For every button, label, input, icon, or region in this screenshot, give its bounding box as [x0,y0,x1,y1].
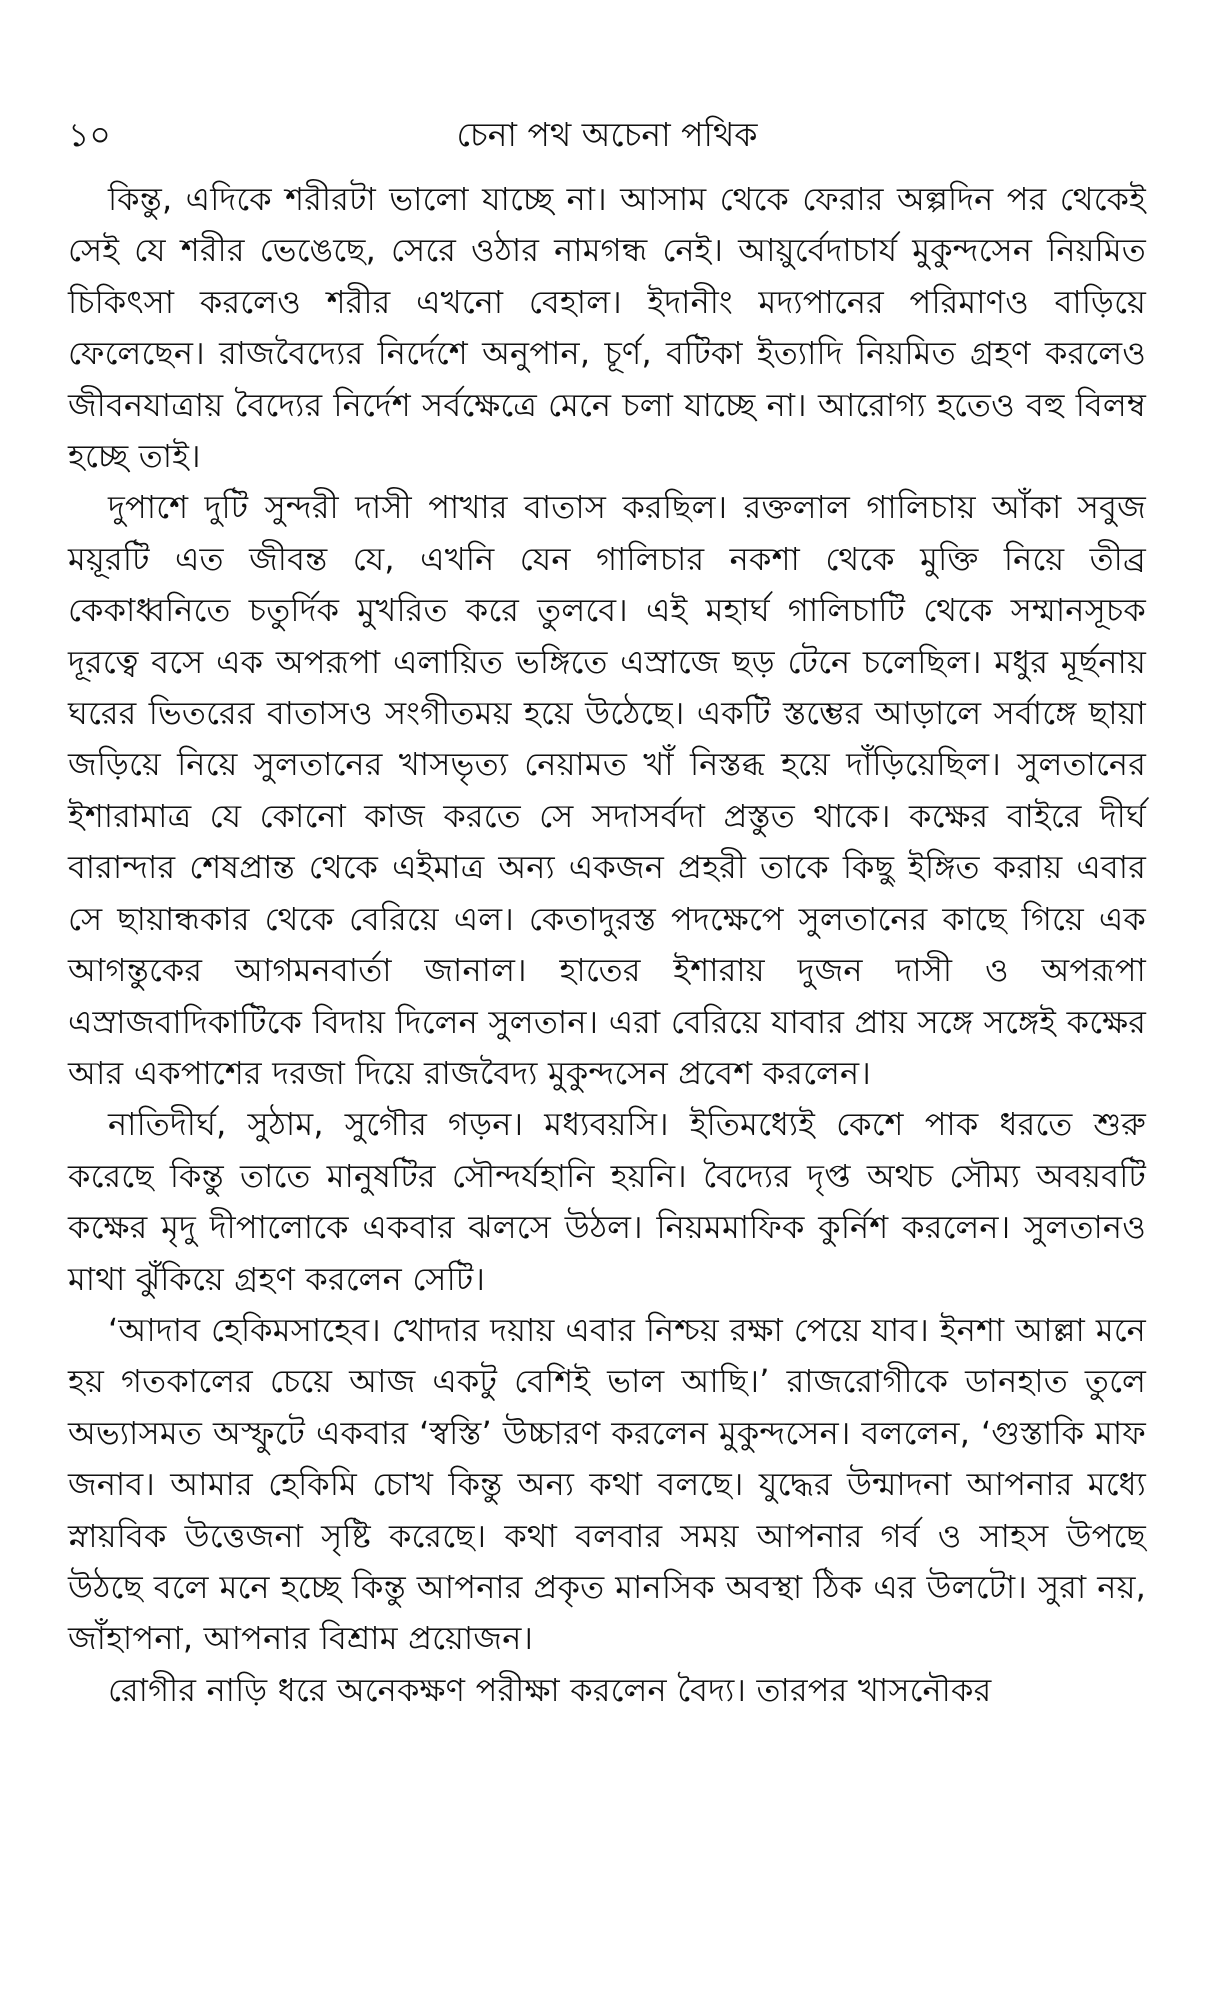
paragraph: নাতিদীর্ঘ, সুঠাম, সুগৌর গড়ন। মধ্যবয়সি। ইতিমধ্যেই কেশে পাক ধরতে শুরু করেছে কিন্তু তাতে মানুষটির সৌন্দর্যহানি হয়নি। বৈদ্যের দৃপ্ত অথচ সৌম্য অবয়বটি কক্ষের মৃদু দীপালোকে একবার ঝলসে উঠল। নিয়মমাফিক কুর্নিশ করলেন। সুলতানও মাথা ঝুঁকিয়ে গ্রহণ করলেন সেটি। [68,1105,1146,1298]
paragraph: দুপাশে দুটি সুন্দরী দাসী পাখার বাতাস করছিল। রক্তলাল গালিচায় আঁকা সবুজ ময়ূরটি এত জীবন্ত যে, এখনি যেন গালিচার নকশা থেকে মুক্তি নিয়ে তীব্র কেকাধ্বনিতে চতুর্দিক মুখরিত করে তুলবে। এই মহার্ঘ গালিচাটি থেকে সম্মানসূচক দূরত্বে বসে এক অপরূপা এলায়িত ভঙ্গিতে এস্রাজে ছড় টেনে চলেছিল। মধুর মূর্ছনায় ঘরের ভিতরের বাতাসও সংগীতময় হয়ে উঠেছে। একটি স্তম্ভের আড়ালে সর্বাঙ্গে ছায়া জড়িয়ে নিয়ে সুলতানের খাসভৃত্য নেয়ামত খাঁ নিস্তব্ধ হয়ে দাঁড়িয়েছিল। সুলতানের ইশারামাত্র যে কোনো কাজ করতে সে সদাসর্বদা প্রস্তুত থাকে। কক্ষের বাইরে দীর্ঘ বারান্দার শেষপ্রান্ত থেকে এইমাত্র অন্য একজন প্রহরী তাকে কিছু ইঙ্গিত করায় এবার সে ছায়ান্ধকার থেকে বেরিয়ে এল। কেতাদুরস্ত পদক্ষেপে সুলতানের কাছে গিয়ে এক আগন্তুকের আগমনবার্তা জানাল। হাতের ইশারায় দুজন দাসী ও অপরূপা এস্রাজবাদিকাটিকে বিদায় দিলেন সুলতান। এরা বেরিয়ে যাবার প্রায় সঙ্গে সঙ্গেই কক্ষের আর একপাশের দরজা দিয়ে রাজবৈদ্য মুকুন্দসেন প্রবেশ করলেন। [68,488,1146,1092]
paragraph: ‘আদাব হেকিমসাহেব। খোদার দয়ায় এবার নিশ্চয় রক্ষা পেয়ে যাব। ইনশা আল্লা মনে হয় গতকালের চেয়ে আজ একটু বেশিই ভাল আছি।’ রাজরোগীকে ডানহাত তুলে অভ্যাসমত অস্ফুটে একবার ‘স্বস্তি’ উচ্চারণ করলেন মুকুন্দসেন। বললেন, ‘গুস্তাকি মাফ জনাব। আমার হেকিমি চোখ কিন্তু অন্য কথা বলছে। যুদ্ধের উন্মাদনা আপনার মধ্যে স্নায়বিক উত্তেজনা সৃষ্টি করেছে। কথা বলবার সময় আপনার গর্ব ও সাহস উপছে উঠছে বলে মনে হচ্ছে কিন্তু আপনার প্রকৃত মানসিক অবস্থা ঠিক এর উলটো। সুরা নয়, জাঁহাপনা, আপনার বিশ্রাম প্রয়োজন। [68,1310,1146,1658]
page-number: ১০ [68,115,111,154]
paragraph: কিন্তু, এদিকে শরীরটা ভালো যাচ্ছে না। আসাম থেকে ফেরার অল্পদিন পর থেকেই সেই যে শরীর ভেঙেছে, সেরে ওঠার নামগন্ধ নেই। আয়ুর্বেদাচার্য মুকুন্দসেন নিয়মিত চিকিৎসা করলেও শরীর এখনো বেহাল। ইদানীং মদ্যপানের পরিমাণও বাড়িয়ে ফেলেছেন। রাজবৈদ্যের নির্দেশে অনুপান, চূর্ণ, বটিকা ইত্যাদি নিয়মিত গ্রহণ করলেও জীবনযাত্রায় বৈদ্যের নির্দেশ সর্বক্ষেত্রে মেনে চলা যাচ্ছে না। আরোগ্য হতেও বহু বিলম্ব হচ্ছে তাই। [68,180,1146,476]
book-title: চেনা পথ অচেনা পথিক [456,115,758,154]
paragraph-last: রোগীর নাড়ি ধরে অনেকক্ষণ পরীক্ষা করলেন বৈদ্য। তারপর খাসনৌকর [108,1670,992,1709]
book-page [68,100,1146,1980]
running-head [68,100,1146,170]
body-text [68,174,1146,1716]
